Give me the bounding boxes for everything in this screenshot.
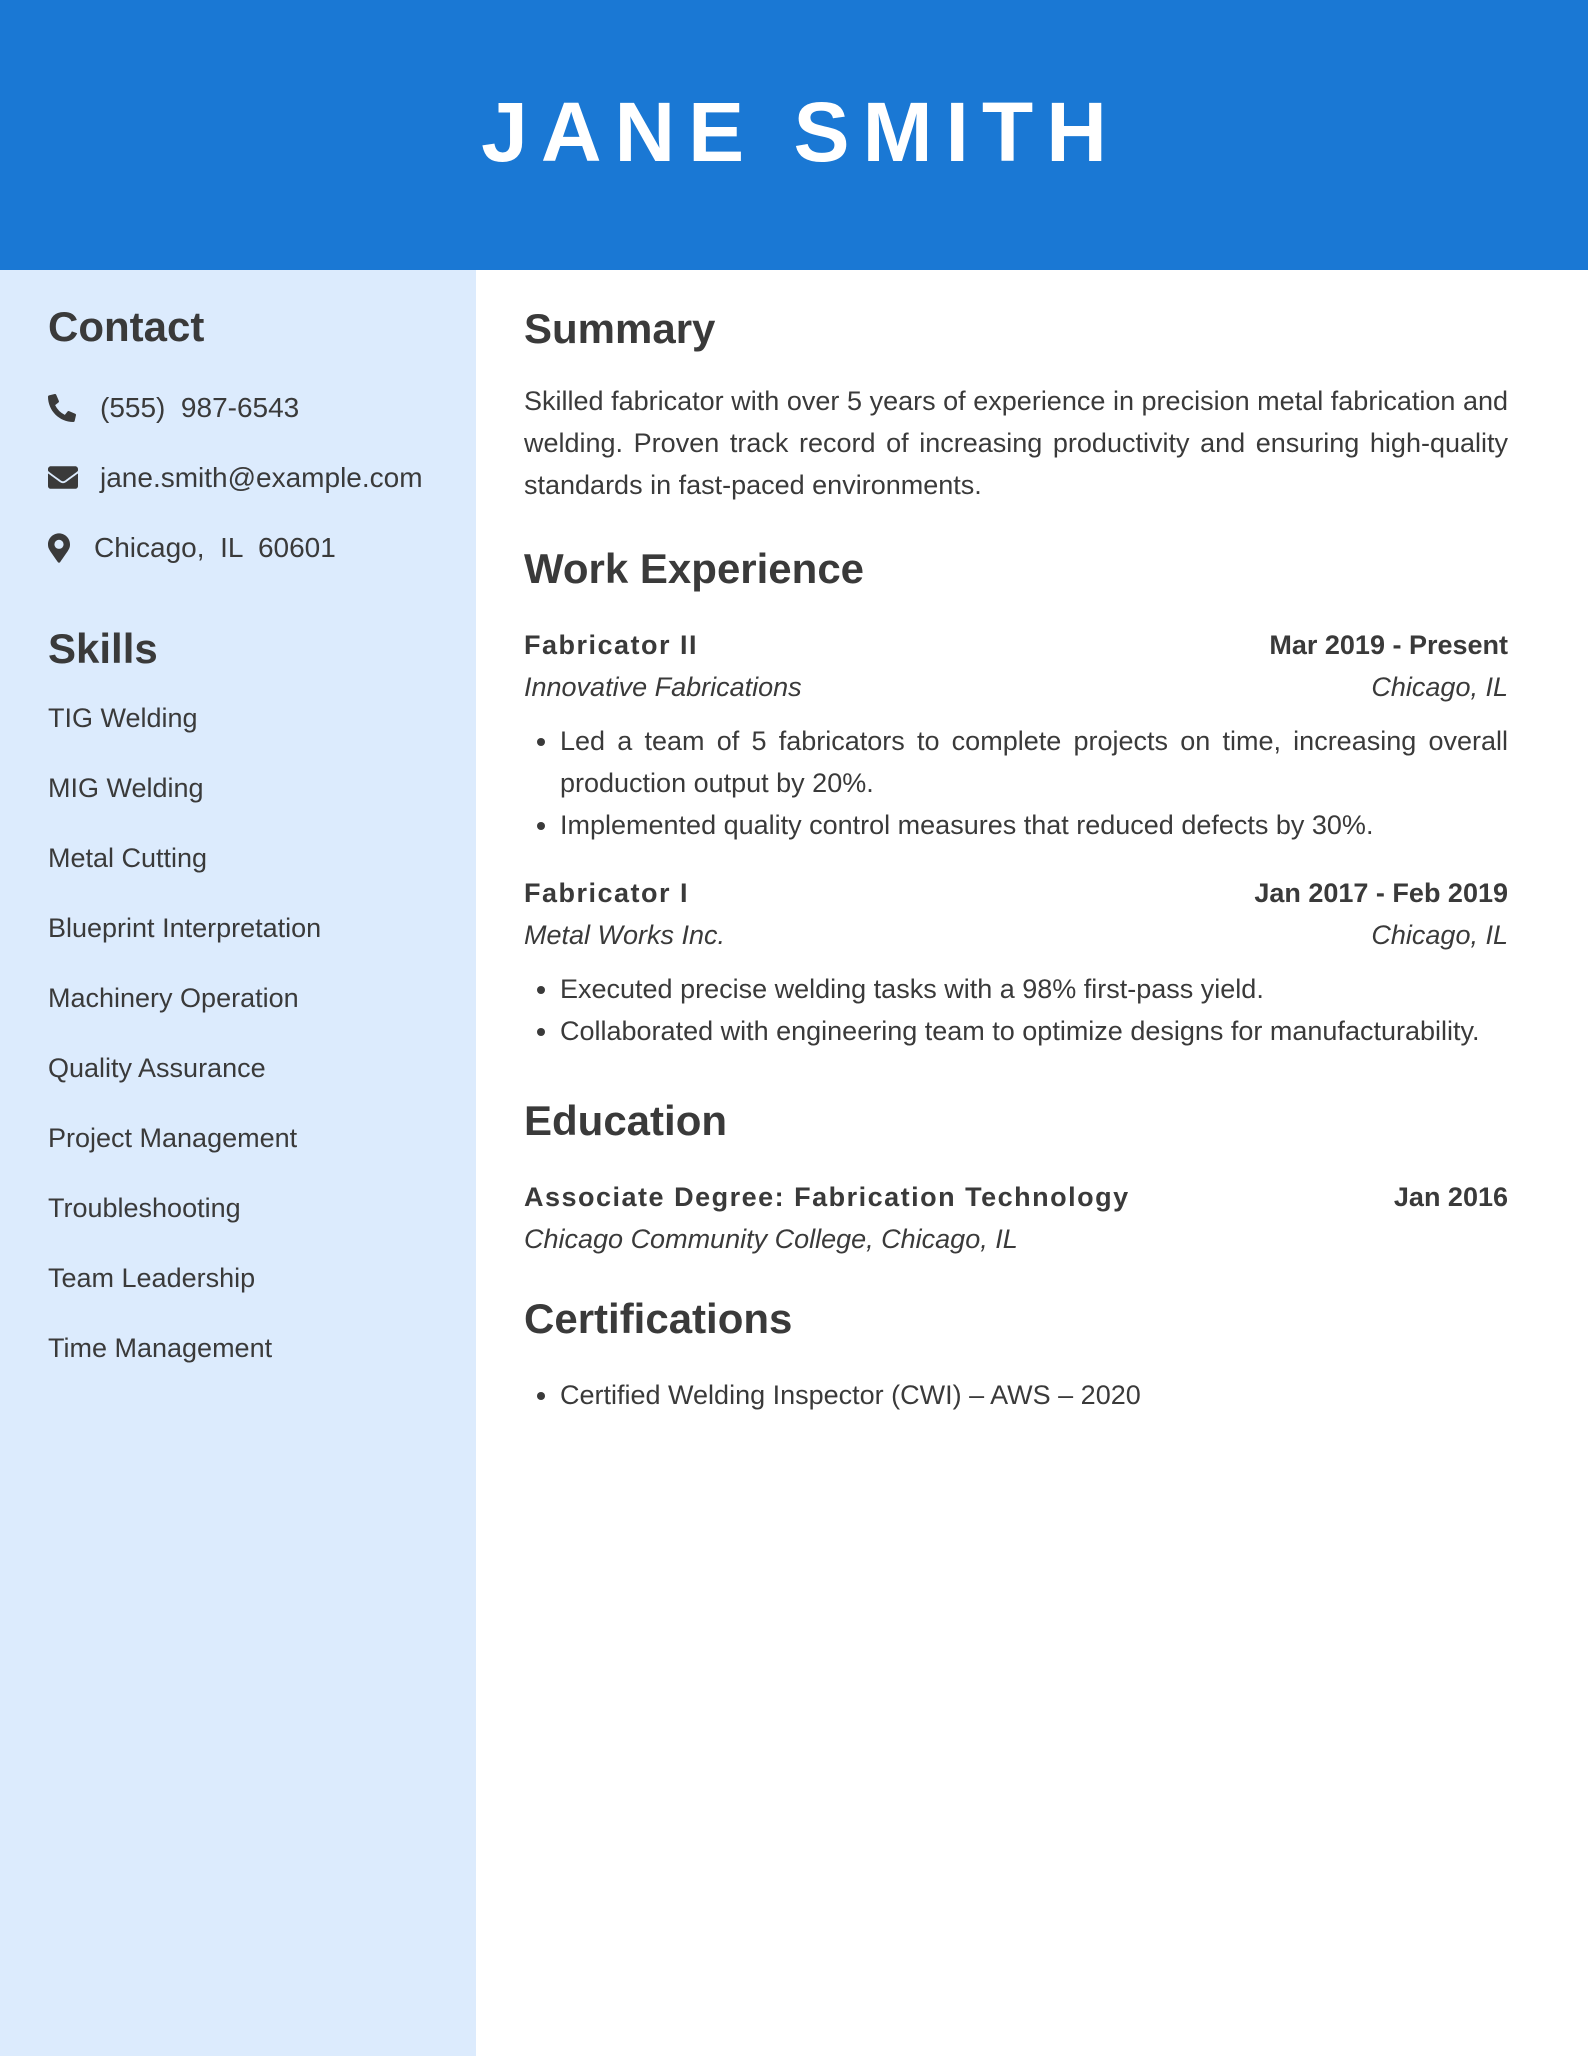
certifications-list — [524, 1374, 1508, 1416]
main-content — [524, 270, 1508, 1416]
map-pin-icon — [48, 533, 74, 563]
skill-item: Machinery Operation — [48, 983, 299, 1013]
summary-text: Skilled fabricator with over 5 years of experience in precision metal fabrication and welding. Proven track record of increasing productivity and ensuring high-quality standards in fast-paced environments. — [524, 386, 1508, 500]
job-dates: Mar 2019 - Present — [1269, 630, 1508, 660]
envelope-icon — [48, 463, 78, 493]
contact-phone-text[interactable]: (555) 987-6543 — [100, 392, 300, 423]
skills-heading: Skills — [48, 625, 158, 672]
work-experience-heading: Work Experience — [524, 545, 865, 592]
education-degree: Associate Degree: Fabrication Technology — [524, 1182, 1130, 1212]
applicant-name: JANE SMITH — [481, 84, 1120, 179]
skills-list — [48, 698, 476, 1368]
job-bullets — [524, 720, 1508, 846]
education-date: Jan 2016 — [1393, 1182, 1508, 1212]
skill-item: Team Leadership — [48, 1263, 256, 1293]
certifications-heading: Certifications — [524, 1295, 793, 1342]
summary-heading: Summary — [524, 305, 716, 352]
skill-item: Troubleshooting — [48, 1193, 241, 1223]
sidebar — [0, 270, 476, 2056]
skill-item: TIG Welding — [48, 703, 198, 733]
skill-item: MIG Welding — [48, 773, 204, 803]
phone-icon — [48, 393, 78, 423]
job-bullet: • Collaborated with engineering team to optimize designs for manufacturability. — [560, 1010, 1508, 1052]
contact-phone — [48, 388, 476, 428]
job-bullet: • Executed precise welding tasks with a 98% first-pass yield. — [560, 968, 1508, 1010]
skill-item: Project Management — [48, 1123, 298, 1153]
job-title: Fabricator II — [524, 630, 699, 660]
job-location: Chicago, IL — [1371, 672, 1508, 702]
job-company: Innovative Fabrications — [524, 672, 802, 702]
skill-item: Time Management — [48, 1333, 273, 1363]
job-bullet: • Implemented quality control measures that reduced defects by 30%. — [560, 804, 1508, 846]
job-company: Metal Works Inc. — [524, 920, 726, 950]
skill-item: Blueprint Interpretation — [48, 913, 322, 943]
job-bullets — [524, 968, 1508, 1052]
certification-item: • Certified Welding Inspector (CWI) – AWS – 2020 — [560, 1374, 1508, 1416]
job-entry — [524, 624, 1508, 846]
contact-location-text: Chicago, IL 60601 — [94, 532, 336, 563]
contact-email-text[interactable]: jane.smith@example.com — [100, 462, 423, 493]
job-bullet: • Led a team of 5 fabricators to complete projects on time, increasing overall production output by 20%. — [560, 720, 1508, 804]
skill-item: Quality Assurance — [48, 1053, 266, 1083]
contact-heading: Contact — [48, 303, 205, 350]
contact-email — [48, 458, 476, 498]
contact-list — [48, 388, 476, 568]
job-dates: Jan 2017 - Feb 2019 — [1254, 878, 1508, 908]
education-heading: Education — [524, 1097, 728, 1144]
resume-header — [0, 0, 1588, 270]
skill-item: Metal Cutting — [48, 843, 208, 873]
education-school: Chicago Community College, Chicago, IL — [524, 1224, 1018, 1254]
job-entry — [524, 872, 1508, 1052]
job-location: Chicago, IL — [1371, 920, 1508, 950]
education-entry — [524, 1176, 1508, 1260]
contact-location — [48, 528, 476, 568]
job-title: Fabricator I — [524, 878, 690, 908]
